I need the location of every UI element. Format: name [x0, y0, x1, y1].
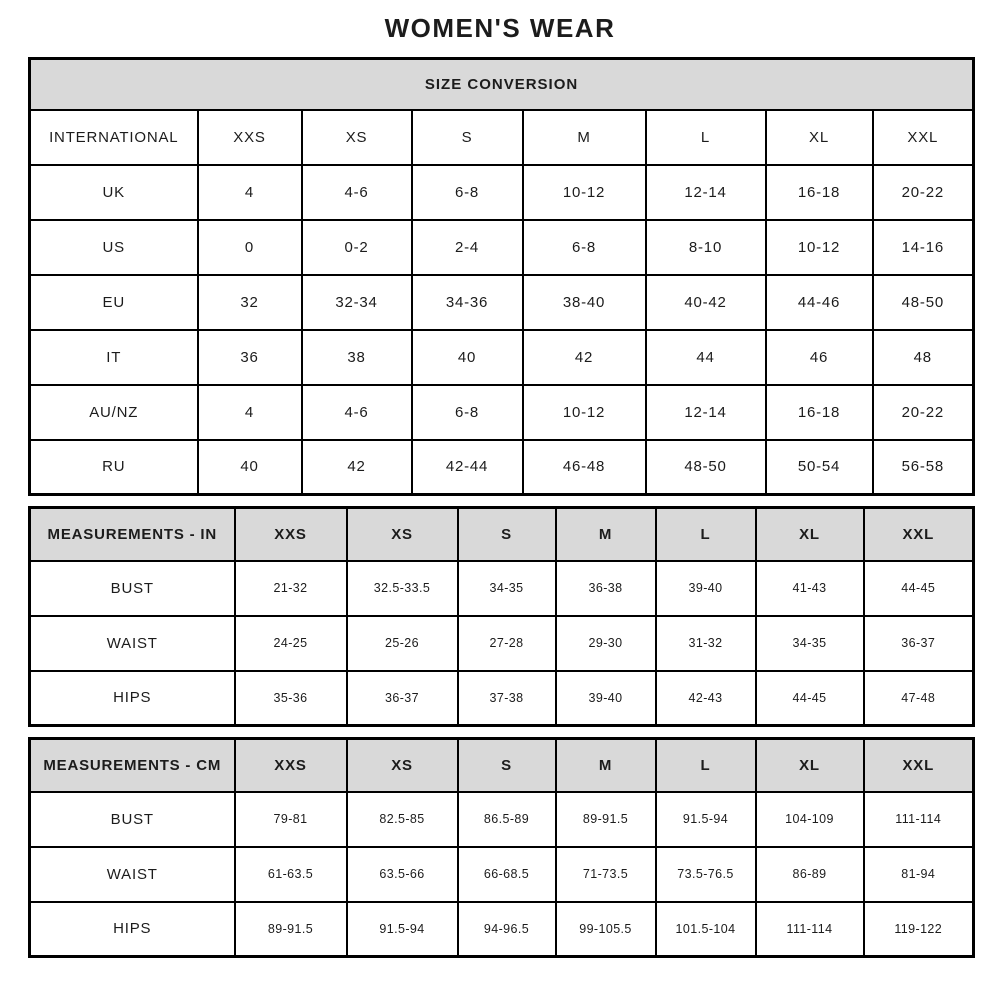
- measurement-value: 37-38: [458, 671, 556, 726]
- table-row-ru: [30, 440, 974, 495]
- size-value: 20-22: [873, 385, 974, 440]
- column-header-s: S: [458, 739, 556, 792]
- size-value: 48-50: [873, 275, 974, 330]
- size-value: 38: [302, 330, 412, 385]
- row-label: BUST: [30, 561, 235, 616]
- measurement-value: 35-36: [235, 671, 347, 726]
- row-label: HIPS: [30, 671, 235, 726]
- measurement-value: 36-38: [556, 561, 656, 616]
- measurement-value: 119-122: [864, 902, 974, 957]
- table-row-uk: [30, 165, 974, 220]
- column-header-m: M: [556, 739, 656, 792]
- measurements-in-header-row: [30, 508, 974, 561]
- measurement-value: 29-30: [556, 616, 656, 671]
- page-title: WOMEN'S WEAR: [384, 13, 616, 43]
- column-header-xxl: XXL: [864, 739, 974, 792]
- size-value: 44-46: [766, 275, 873, 330]
- column-header-s: S: [412, 110, 523, 165]
- size-value: 20-22: [873, 165, 974, 220]
- table-row-bust-cm: [30, 792, 974, 847]
- column-header-l: L: [646, 110, 766, 165]
- measurement-value: 99-105.5: [556, 902, 656, 957]
- row-label: EU: [30, 275, 198, 330]
- size-value: 46-48: [523, 440, 646, 495]
- table-row-eu: [30, 275, 974, 330]
- measurement-value: 81-94: [864, 847, 974, 902]
- size-value: 4: [198, 165, 302, 220]
- table-row-us: [30, 220, 974, 275]
- measurements-in-title: MEASUREMENTS - IN: [30, 508, 235, 561]
- size-value: 48-50: [646, 440, 766, 495]
- column-header-xl: XL: [766, 110, 873, 165]
- column-header-xxs: XXS: [198, 110, 302, 165]
- column-header-xs: XS: [302, 110, 412, 165]
- measurement-value: 63.5-66: [347, 847, 458, 902]
- table-row-bust-in: [30, 561, 974, 616]
- table-row-hips-in: [30, 671, 974, 726]
- size-value: 50-54: [766, 440, 873, 495]
- measurement-value: 104-109: [756, 792, 864, 847]
- table-row-hips-cm: [30, 902, 974, 957]
- size-conversion-title: SIZE CONVERSION: [30, 59, 974, 110]
- size-value: 36: [198, 330, 302, 385]
- measurement-value: 41-43: [756, 561, 864, 616]
- column-header-xl: XL: [756, 508, 864, 561]
- size-value: 0: [198, 220, 302, 275]
- measurement-value: 61-63.5: [235, 847, 347, 902]
- size-value: 56-58: [873, 440, 974, 495]
- size-value: 42: [523, 330, 646, 385]
- measurement-value: 36-37: [347, 671, 458, 726]
- measurement-value: 82.5-85: [347, 792, 458, 847]
- measurement-value: 36-37: [864, 616, 974, 671]
- measurement-value: 42-43: [656, 671, 756, 726]
- size-conversion-table: [28, 57, 975, 496]
- size-value: 4-6: [302, 385, 412, 440]
- row-label: US: [30, 220, 198, 275]
- measurement-value: 21-32: [235, 561, 347, 616]
- measurement-value: 34-35: [756, 616, 864, 671]
- table-row-waist-in: [30, 616, 974, 671]
- measurement-value: 39-40: [556, 671, 656, 726]
- size-value: 6-8: [412, 385, 523, 440]
- table-row-aunz: [30, 385, 974, 440]
- measurements-in-table: [28, 506, 975, 727]
- measurement-value: 86-89: [756, 847, 864, 902]
- measurement-value: 44-45: [756, 671, 864, 726]
- measurement-value: 89-91.5: [235, 902, 347, 957]
- measurements-cm-table: [28, 737, 975, 958]
- measurement-value: 27-28: [458, 616, 556, 671]
- size-value: 34-36: [412, 275, 523, 330]
- measurement-value: 89-91.5: [556, 792, 656, 847]
- size-value: 6-8: [412, 165, 523, 220]
- size-value: 48: [873, 330, 974, 385]
- size-value: 10-12: [523, 165, 646, 220]
- column-header-m: M: [523, 110, 646, 165]
- measurement-value: 32.5-33.5: [347, 561, 458, 616]
- size-value: 12-14: [646, 385, 766, 440]
- column-header-xs: XS: [347, 739, 458, 792]
- size-value: 44: [646, 330, 766, 385]
- size-value: 32: [198, 275, 302, 330]
- measurement-value: 94-96.5: [458, 902, 556, 957]
- size-value: 10-12: [766, 220, 873, 275]
- row-label: IT: [30, 330, 198, 385]
- measurement-value: 31-32: [656, 616, 756, 671]
- column-header-xxl: XXL: [873, 110, 974, 165]
- column-header-xs: XS: [347, 508, 458, 561]
- size-value: 14-16: [873, 220, 974, 275]
- column-header-l: L: [656, 739, 756, 792]
- row-label: BUST: [30, 792, 235, 847]
- measurement-value: 86.5-89: [458, 792, 556, 847]
- column-header-xxl: XXL: [864, 508, 974, 561]
- size-value: 38-40: [523, 275, 646, 330]
- row-label: HIPS: [30, 902, 235, 957]
- measurements-cm-header-row: [30, 739, 974, 792]
- column-header-l: L: [656, 508, 756, 561]
- table-row-waist-cm: [30, 847, 974, 902]
- size-value: 6-8: [523, 220, 646, 275]
- size-header-row: [30, 110, 974, 165]
- measurement-value: 47-48: [864, 671, 974, 726]
- measurement-value: 91.5-94: [347, 902, 458, 957]
- measurement-value: 39-40: [656, 561, 756, 616]
- size-value: 8-10: [646, 220, 766, 275]
- measurement-value: 91.5-94: [656, 792, 756, 847]
- measurement-value: 111-114: [756, 902, 864, 957]
- measurements-cm-title: MEASUREMENTS - CM: [30, 739, 235, 792]
- measurement-value: 24-25: [235, 616, 347, 671]
- size-value: 32-34: [302, 275, 412, 330]
- table-title-row: [30, 59, 974, 110]
- size-value: 4-6: [302, 165, 412, 220]
- column-header-xl: XL: [756, 739, 864, 792]
- measurement-value: 34-35: [458, 561, 556, 616]
- size-value: 2-4: [412, 220, 523, 275]
- measurement-value: 71-73.5: [556, 847, 656, 902]
- row-label: WAIST: [30, 616, 235, 671]
- size-value: 40: [412, 330, 523, 385]
- size-value: 16-18: [766, 165, 873, 220]
- size-value: 16-18: [766, 385, 873, 440]
- size-value: 42: [302, 440, 412, 495]
- measurement-value: 66-68.5: [458, 847, 556, 902]
- size-value: 40-42: [646, 275, 766, 330]
- measurement-value: 101.5-104: [656, 902, 756, 957]
- size-value: 12-14: [646, 165, 766, 220]
- row-label: RU: [30, 440, 198, 495]
- table-row-it: [30, 330, 974, 385]
- column-header-s: S: [458, 508, 556, 561]
- size-value: 4: [198, 385, 302, 440]
- size-value: 0-2: [302, 220, 412, 275]
- size-value: 42-44: [412, 440, 523, 495]
- measurement-value: 25-26: [347, 616, 458, 671]
- measurement-value: 111-114: [864, 792, 974, 847]
- size-value: 46: [766, 330, 873, 385]
- row-label: WAIST: [30, 847, 235, 902]
- row-label: UK: [30, 165, 198, 220]
- size-value: 40: [198, 440, 302, 495]
- measurement-value: 79-81: [235, 792, 347, 847]
- column-header-xxs: XXS: [235, 508, 347, 561]
- row-label: AU/NZ: [30, 385, 198, 440]
- column-header-m: M: [556, 508, 656, 561]
- size-value: 10-12: [523, 385, 646, 440]
- measurement-value: 73.5-76.5: [656, 847, 756, 902]
- column-header-international: INTERNATIONAL: [30, 110, 198, 165]
- column-header-xxs: XXS: [235, 739, 347, 792]
- measurement-value: 44-45: [864, 561, 974, 616]
